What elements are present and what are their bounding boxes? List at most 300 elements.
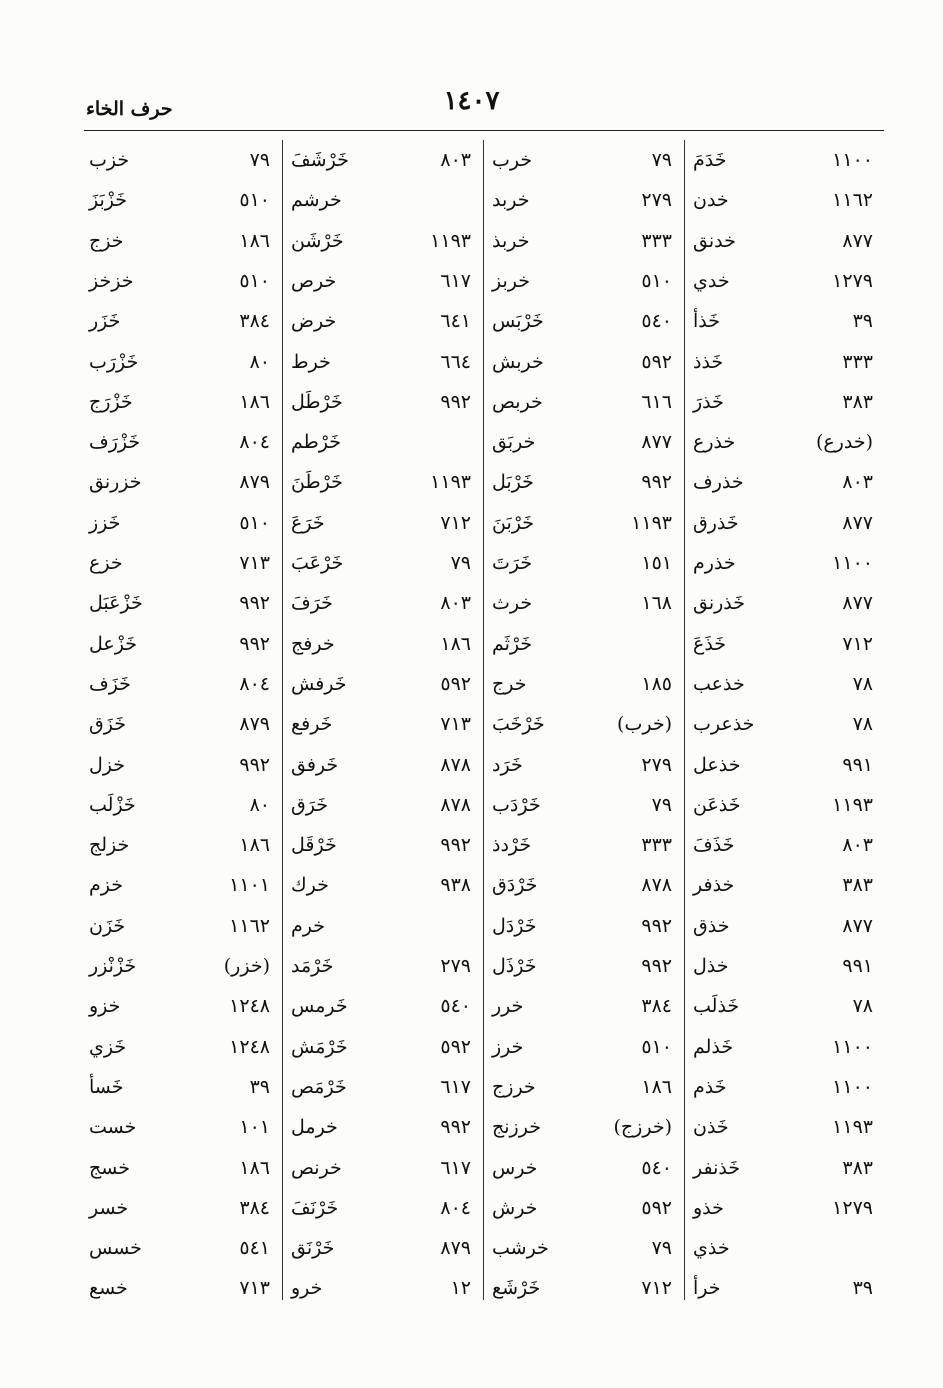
index-entry <box>283 422 483 462</box>
entry-word: خرض <box>291 310 337 333</box>
entry-word: خَرَفَ <box>291 592 333 615</box>
entry-page-ref: ٨٠٣ <box>842 471 873 494</box>
index-entry <box>81 140 282 180</box>
entry-page-ref: ١١٩٣ <box>631 511 672 534</box>
entry-page-ref: ٨٠٤ <box>239 672 270 695</box>
entry-page-ref: ٢٧٩ <box>440 955 471 977</box>
entry-word: خَرْبَل <box>492 471 534 494</box>
entry-page-ref: ١٨٦ <box>239 1156 270 1179</box>
entry-page-ref: ٥٤٠ <box>641 1156 672 1179</box>
index-entry <box>685 301 885 341</box>
index-entry <box>484 1148 684 1188</box>
entry-page-ref: ٥١٠ <box>239 511 270 534</box>
entry-word: خَذنفر <box>693 1156 741 1179</box>
entry-word: خرأ <box>693 1277 721 1300</box>
index-entry <box>685 1148 885 1188</box>
entry-page-ref: ١١٠٠ <box>832 552 873 574</box>
entry-page-ref: ١٨٦ <box>239 834 270 857</box>
entry-word: خَزَق <box>89 713 126 736</box>
entry-page-ref: ١٢٧٩ <box>832 269 873 292</box>
entry-word: خرج <box>492 672 527 695</box>
entry-word: خَرْمَد <box>291 955 334 977</box>
index-entry <box>81 906 282 946</box>
index-entry <box>484 1268 684 1308</box>
entry-page-ref: ٥٩٢ <box>641 1196 672 1219</box>
index-entry <box>283 462 483 502</box>
entry-page-ref: ٩٩٢ <box>440 834 471 857</box>
index-entry <box>283 785 483 825</box>
entry-page-ref: ٥٤١ <box>239 1237 270 1260</box>
entry-word: خَرْذَل <box>492 955 537 977</box>
entry-page-ref: ١٨٦ <box>440 632 471 655</box>
entry-page-ref: ٨٧٧ <box>842 511 873 534</box>
entry-page-ref: ٩٩١ <box>842 955 873 977</box>
entry-word: خَرَعَ <box>291 511 325 534</box>
entry-page-ref: ٧١٣ <box>239 552 270 574</box>
index-entry <box>685 664 885 704</box>
entry-page-ref: ٧٩ <box>651 1237 672 1260</box>
entry-word: خَدَمَ <box>693 149 727 171</box>
entry-word: خذل <box>693 955 729 977</box>
entry-word: خَرَد <box>492 753 523 776</box>
entry-word: خَرْخَبَ <box>492 713 545 736</box>
index-entry <box>283 1228 483 1268</box>
index-entry <box>283 301 483 341</box>
index-entry <box>484 342 684 382</box>
entry-page-ref: ١٢٧٩ <box>832 1196 873 1219</box>
entry-page-ref: ٨٠٣ <box>440 149 471 171</box>
index-entry <box>81 261 282 301</box>
index-entry <box>484 745 684 785</box>
entry-word: خَرمس <box>291 995 348 1018</box>
index-entry <box>685 1268 885 1308</box>
page-number: ١٤٠٧ <box>443 86 500 116</box>
index-entry <box>283 221 483 261</box>
entry-page-ref: ٧١٣ <box>239 1277 270 1300</box>
index-entry <box>283 1188 483 1228</box>
index-entry <box>685 462 885 502</box>
entry-page-ref: ٧١٢ <box>440 511 471 534</box>
entry-page-ref: ٥١٠ <box>641 1035 672 1058</box>
entry-word: خرشم <box>291 189 342 212</box>
index-entry <box>685 624 885 664</box>
entry-page-ref: ٧١٢ <box>641 1277 672 1300</box>
entry-page-ref: ١٨٦ <box>641 1075 672 1098</box>
entry-word: خرص <box>291 269 337 292</box>
index-entry <box>81 1188 282 1228</box>
entry-page-ref: ٥٤٠ <box>641 310 672 333</box>
entry-page-ref: ٨٠٣ <box>440 592 471 615</box>
index-entry <box>484 462 684 502</box>
entry-word: خست <box>89 1116 137 1139</box>
entry-word: خَرْبَس <box>492 310 544 333</box>
entry-page-ref: ٨٧٩ <box>440 1237 471 1260</box>
index-entry <box>81 664 282 704</box>
entry-page-ref: (خزر) <box>223 955 270 977</box>
entry-page-ref: ٨٠٤ <box>239 431 270 454</box>
entry-page-ref: ٨٠ <box>249 350 270 373</box>
index-entry <box>283 261 483 301</box>
entry-word: خربص <box>492 390 543 413</box>
entry-page-ref: (خدرع) <box>815 431 873 454</box>
entry-word: خَذرق <box>693 511 739 534</box>
entry-word: خَزْعل <box>89 632 137 655</box>
entry-page-ref: ١١٠٠ <box>832 149 873 171</box>
entry-page-ref: ٧٨ <box>852 713 873 736</box>
entry-page-ref: ٣٨٣ <box>842 874 873 897</box>
entry-page-ref: ٩٩٢ <box>440 1116 471 1139</box>
entry-page-ref: (خرب) <box>617 713 672 736</box>
entry-word: خذي <box>693 1237 730 1260</box>
entry-word: خرزنج <box>492 1116 541 1139</box>
entry-page-ref: ٩٩٢ <box>239 632 270 655</box>
entry-word: خَذأ <box>693 310 720 333</box>
entry-page-ref: ١٢٤٨ <box>229 995 270 1018</box>
index-entry <box>81 986 282 1026</box>
entry-page-ref: ١٨٥ <box>641 672 672 695</box>
entry-word: خَرفش <box>291 672 347 695</box>
entry-word: خربز <box>492 269 530 292</box>
index-entry <box>484 906 684 946</box>
index-entry <box>685 986 885 1026</box>
entry-page-ref: ٩٣٨ <box>440 874 471 897</box>
index-entry <box>484 261 684 301</box>
index-entry <box>283 906 483 946</box>
index-entry <box>81 624 282 664</box>
index-entry <box>484 422 684 462</box>
index-entry <box>685 261 885 301</box>
entry-page-ref: ١١٩٣ <box>430 229 471 252</box>
entry-page-ref: ٥٩٢ <box>440 672 471 695</box>
entry-page-ref: ٨٧٨ <box>440 793 471 816</box>
entry-word: خسس <box>89 1237 142 1260</box>
entry-page-ref: ٩٩٢ <box>641 471 672 494</box>
index-entry <box>685 1027 885 1067</box>
entry-page-ref: ٨٧٧ <box>842 229 873 252</box>
entry-word: خذو <box>693 1196 724 1219</box>
index-entry <box>81 342 282 382</box>
entry-page-ref: ٥٩٢ <box>440 1035 471 1058</box>
index-entry <box>81 1228 282 1268</box>
index-entry <box>685 704 885 744</box>
entry-word: خَذعَن <box>693 793 741 816</box>
index-entry <box>484 543 684 583</box>
entry-page-ref: ٣٨٣ <box>842 390 873 413</box>
index-entry <box>283 1027 483 1067</box>
entry-word: خَذَعَ <box>693 632 727 655</box>
index-entry <box>81 301 282 341</box>
index-entry <box>484 180 684 220</box>
entry-word: خرط <box>291 350 331 373</box>
entry-page-ref: ٨٠٤ <box>440 1196 471 1219</box>
entry-page-ref: ١١٩٣ <box>430 471 471 494</box>
entry-page-ref: ٩٩٢ <box>239 592 270 615</box>
index-entry <box>81 1107 282 1147</box>
index-entry <box>484 986 684 1026</box>
index-entry <box>283 382 483 422</box>
entry-word: خَرْمَش <box>291 1035 348 1058</box>
index-entry <box>283 946 483 986</box>
entry-word: خربد <box>492 189 530 212</box>
entry-word: خزو <box>89 995 121 1018</box>
entry-word: خرس <box>492 1156 538 1179</box>
index-entry <box>484 624 684 664</box>
entry-page-ref: ٨٠ <box>249 793 270 816</box>
index-entry <box>685 1067 885 1107</box>
entry-word: خربذ <box>492 229 530 252</box>
entry-word: خدي <box>693 269 730 292</box>
index-entry <box>283 704 483 744</box>
entry-word: خَزْلَب <box>89 793 136 816</box>
entry-word: خرر <box>492 995 524 1018</box>
index-entry <box>283 342 483 382</box>
index-entry <box>81 946 282 986</box>
entry-page-ref: ٦١٦ <box>641 390 672 413</box>
entry-page-ref: ٦٦٤ <box>440 350 471 373</box>
index-entry <box>81 221 282 261</box>
entry-word: خَرْنَفَ <box>291 1196 339 1219</box>
entry-word: خَرْدَق <box>492 874 538 897</box>
index-entry <box>685 543 885 583</box>
index-entry <box>685 221 885 261</box>
index-entry <box>484 1107 684 1147</box>
index-entry <box>484 664 684 704</box>
entry-page-ref: ٣٩ <box>249 1075 270 1098</box>
index-entry <box>685 140 885 180</box>
entry-word: خَزي <box>89 1035 127 1058</box>
entry-page-ref: ٨٧٧ <box>842 592 873 615</box>
entry-page-ref: ٨٧٨ <box>641 874 672 897</box>
index-entry <box>81 825 282 865</box>
index-entry <box>685 422 885 462</box>
entry-word: خذعب <box>693 672 745 695</box>
entry-page-ref: ١٥١ <box>641 552 672 574</box>
entry-word: خَرْثَم <box>492 632 533 655</box>
entry-page-ref: ٩٩٢ <box>239 753 270 776</box>
entry-word: خَزْرَف <box>89 431 141 454</box>
index-entry <box>81 543 282 583</box>
entry-page-ref: ٥٤٠ <box>440 995 471 1018</box>
entry-page-ref: ٣٨٤ <box>239 1196 270 1219</box>
index-entry <box>283 624 483 664</box>
index-entry <box>484 1027 684 1067</box>
index-entry <box>484 1188 684 1228</box>
entry-page-ref: ١١٠٠ <box>832 1035 873 1058</box>
index-entry <box>81 180 282 220</box>
entry-word: خرزج <box>492 1075 536 1098</box>
entry-page-ref: ٨٧٨ <box>440 753 471 776</box>
index-entry <box>484 785 684 825</box>
index-column <box>684 140 885 1300</box>
index-entry <box>81 583 282 623</box>
entry-word: خذرم <box>693 552 736 574</box>
index-entry <box>81 704 282 744</box>
entry-word: خَزز <box>89 511 121 534</box>
entry-page-ref: ٧٩ <box>450 552 471 574</box>
index-entry <box>283 664 483 704</box>
index-entry <box>484 221 684 261</box>
entry-page-ref: ١١٦٢ <box>229 914 270 937</box>
entry-page-ref: ١٨٦ <box>239 229 270 252</box>
index-entry <box>484 1228 684 1268</box>
index-entry <box>283 1107 483 1147</box>
entry-page-ref: ٩٩٢ <box>440 390 471 413</box>
entry-page-ref: ٧٨ <box>852 672 873 695</box>
entry-word: خَزْرَب <box>89 350 139 373</box>
entry-page-ref: ٣٨٣ <box>842 1156 873 1179</box>
entry-word: خَرْقَل <box>291 834 337 857</box>
index-entry <box>685 342 885 382</box>
entry-page-ref: ١٦٨ <box>641 592 672 615</box>
entry-word: خَرْشَع <box>492 1277 541 1300</box>
entry-word: خَرْطَل <box>291 390 343 413</box>
entry-page-ref: ٢٧٩ <box>641 189 672 212</box>
index-entry <box>484 382 684 422</box>
entry-page-ref: ٧١٢ <box>842 632 873 655</box>
entry-page-ref: (خرزج) <box>613 1116 672 1139</box>
entry-word: خرمل <box>291 1116 338 1139</box>
entry-word: خرم <box>291 914 325 937</box>
entry-page-ref: ١٨٦ <box>239 390 270 413</box>
entry-word: خَرفق <box>291 753 339 776</box>
index-entry <box>685 583 885 623</box>
entry-word: خذرع <box>693 431 736 454</box>
entry-word: خذق <box>693 914 730 937</box>
entry-word: خَذلم <box>693 1035 734 1058</box>
entry-page-ref: ٣٩ <box>852 310 873 333</box>
index-entry <box>283 745 483 785</box>
entry-word: خزرنق <box>89 471 142 494</box>
index-columns <box>80 140 885 1300</box>
index-entry <box>283 543 483 583</box>
entry-word: خَرْدَل <box>492 914 537 937</box>
index-entry <box>283 1148 483 1188</box>
entry-word: خَزَف <box>89 672 131 695</box>
index-entry <box>81 1027 282 1067</box>
entry-word: خسع <box>89 1277 128 1300</box>
entry-word: خَزْرَج <box>89 390 133 413</box>
entry-word: خرك <box>291 874 329 897</box>
entry-page-ref: ٨٧٧ <box>842 914 873 937</box>
entry-word: خربَق <box>492 431 536 454</box>
entry-word: خَزَن <box>89 914 126 937</box>
index-entry <box>685 946 885 986</box>
index-entry <box>283 825 483 865</box>
index-entry <box>685 1188 885 1228</box>
entry-page-ref: ٩٩١ <box>842 753 873 776</box>
entry-word: خزج <box>89 229 124 252</box>
entry-word: خزع <box>89 552 123 574</box>
index-entry <box>81 462 282 502</box>
index-entry <box>283 503 483 543</box>
entry-word: خدن <box>693 189 729 212</box>
index-entry <box>484 825 684 865</box>
index-entry <box>283 1067 483 1107</box>
entry-page-ref: ٦١٧ <box>440 1075 471 1098</box>
entry-word: خَزْبَزَ <box>89 189 127 212</box>
entry-word: خَرْشَن <box>291 229 344 252</box>
index-entry <box>685 906 885 946</box>
entry-page-ref: ٨٧٧ <box>641 431 672 454</box>
entry-page-ref: ٢٧٩ <box>641 753 672 776</box>
entry-word: خَرْعَبَ <box>291 552 344 574</box>
entry-word: خرشب <box>492 1237 549 1260</box>
index-entry <box>484 1067 684 1107</box>
entry-word: خَذذ <box>693 350 724 373</box>
entry-page-ref: ٥١٠ <box>239 269 270 292</box>
index-entry <box>685 865 885 905</box>
entry-page-ref: ٦٤١ <box>440 310 471 333</box>
index-entry <box>685 1107 885 1147</box>
entry-page-ref: ٩٩٢ <box>641 914 672 937</box>
entry-page-ref: ٣٣٣ <box>641 229 672 252</box>
index-entry <box>81 785 282 825</box>
index-entry <box>685 180 885 220</box>
entry-word: خَرْبَنَ <box>492 511 534 534</box>
entry-word: خذعرب <box>693 713 755 736</box>
entry-word: خَرْدذ <box>492 834 532 857</box>
index-entry <box>484 704 684 744</box>
entry-word: خَذرَ <box>693 390 724 413</box>
entry-word: خَرْمَص <box>291 1075 347 1098</box>
entry-page-ref: ١٠١ <box>239 1116 270 1139</box>
index-entry <box>283 583 483 623</box>
entry-word: خدنق <box>693 229 736 252</box>
entry-page-ref: ٩٩٢ <box>641 955 672 977</box>
entry-page-ref: ٧٨ <box>852 995 873 1018</box>
index-entry <box>81 745 282 785</box>
entry-page-ref: ٧٩ <box>651 793 672 816</box>
entry-word: خسر <box>89 1196 129 1219</box>
entry-page-ref: ٥٩٢ <box>641 350 672 373</box>
entry-page-ref: ١١٦٢ <box>832 189 873 212</box>
entry-word: خزم <box>89 874 123 897</box>
entry-word: خَرفع <box>291 713 333 736</box>
index-entry <box>81 1268 282 1308</box>
entry-word: خَسأ <box>89 1075 124 1098</box>
entry-page-ref: ٦١٧ <box>440 1156 471 1179</box>
entry-word: خَذرنق <box>693 592 746 615</box>
entry-page-ref: ١١٩٣ <box>832 793 873 816</box>
entry-word: خَرْشَفَ <box>291 149 349 171</box>
index-entry <box>685 503 885 543</box>
index-entry <box>484 583 684 623</box>
index-entry <box>484 301 684 341</box>
index-entry <box>283 865 483 905</box>
entry-page-ref: ٣٨٤ <box>641 995 672 1018</box>
entry-word: خَذلَب <box>693 995 740 1018</box>
entry-page-ref: ٨٧٩ <box>239 713 270 736</box>
entry-word: خَذم <box>693 1075 727 1098</box>
entry-word: خزل <box>89 753 126 776</box>
entry-word: خَزْنْزر <box>89 955 137 977</box>
index-entry <box>283 1268 483 1308</box>
entry-word: خَرَتَ <box>492 552 533 574</box>
entry-page-ref: ٨٠٣ <box>842 834 873 857</box>
entry-word: خَرْنَق <box>291 1237 335 1260</box>
index-entry <box>484 140 684 180</box>
entry-word: خَذن <box>693 1116 729 1139</box>
index-entry <box>283 140 483 180</box>
header-rule <box>84 130 884 131</box>
index-entry <box>685 745 885 785</box>
entry-page-ref: ١٢٤٨ <box>229 1035 270 1058</box>
index-entry <box>484 503 684 543</box>
index-entry <box>685 1228 885 1268</box>
entry-word: خسج <box>89 1156 130 1179</box>
index-entry <box>81 1148 282 1188</box>
entry-word: خرش <box>492 1196 538 1219</box>
